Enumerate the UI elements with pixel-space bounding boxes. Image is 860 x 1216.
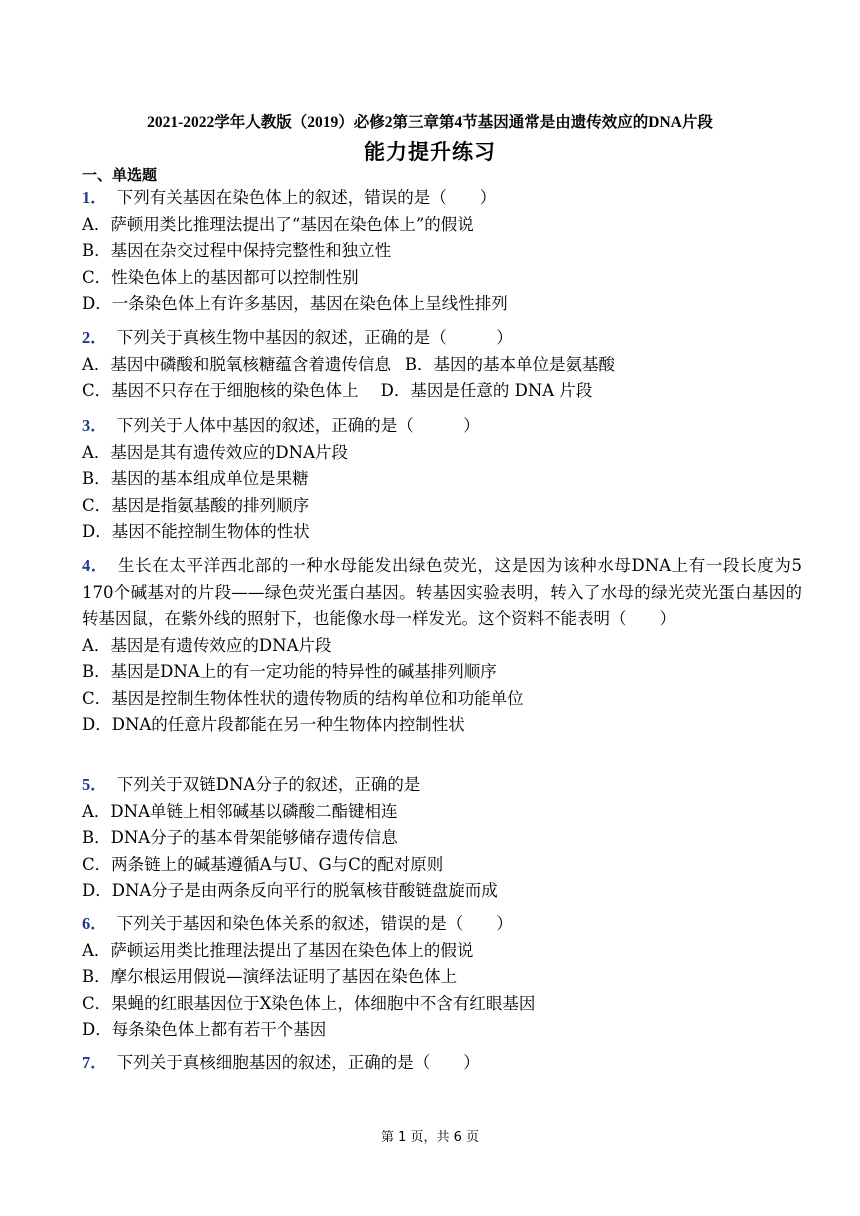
option-b: B．基因在杂交过程中保持完整性和独立性 xyxy=(82,241,392,260)
document-title: 2021-2022学年人教版（2019）必修2第三章第4节基因通常是由遗传效应的DNA片段 xyxy=(147,114,713,131)
option-c: C．性染色体上的基因都可以控制性别 xyxy=(82,267,359,287)
question-6 xyxy=(82,911,802,1044)
question-stem xyxy=(82,1050,802,1077)
question-stem xyxy=(82,553,802,633)
question-text: 下列关于人体中基因的叙述，正确的是（ ） xyxy=(116,416,480,435)
option-a: A．萨顿运用类比推理法提出了基因在染色体上的假说 xyxy=(82,940,474,960)
option-c: C．基因不只存在于细胞核的染色体上 xyxy=(82,381,359,400)
option-a: A．基因是其有遗传效应的DNA片段 xyxy=(82,442,348,462)
question-3 xyxy=(82,413,802,546)
option-d: D．基因是任意的 DNA 片段 xyxy=(380,381,593,400)
option-c: C．果蝇的红眼基因位于X染色体上，体细胞中不含有红眼基因 xyxy=(82,993,536,1013)
option-c: C．基因是指氨基酸的排列顺序 xyxy=(82,495,310,515)
question-4 xyxy=(82,553,802,739)
page-footer: 第 1 页，共 6 页 xyxy=(380,1130,480,1145)
question-text: 下列关于真核生物中基因的叙述，正确的是（ ） xyxy=(116,328,513,347)
option-c: C．基因是控制生物体性状的遗传物质的结构单位和功能单位 xyxy=(82,688,524,708)
option-c: C．两条链上的碱基遵循A与U、G与C的配对原则 xyxy=(82,854,444,874)
option-d: D．DNA分子是由两条反向平行的脱氧核苷酸链盘旋而成 xyxy=(82,881,498,900)
option-b: B．基因是DNA上的有一定功能的特异性的碱基排列顺序 xyxy=(82,662,497,681)
question-stem xyxy=(82,911,802,938)
question-number: 3． xyxy=(82,416,107,435)
question-number: 4． xyxy=(82,556,108,575)
question-text: 下列关于双链DNA分子的叙述，正确的是 xyxy=(116,775,421,794)
question-stem xyxy=(82,325,802,352)
question-1 xyxy=(82,185,802,318)
option-d: D．每条染色体上都有若干个基因 xyxy=(82,1020,327,1039)
question-stem xyxy=(82,185,802,212)
question-5 xyxy=(82,772,802,905)
option-d: D．DNA的任意片段都能在另一种生物体内控制性状 xyxy=(82,715,465,734)
option-row-ab xyxy=(82,352,802,379)
option-b: B．基因的基本组成单位是果糖 xyxy=(82,469,309,488)
question-7 xyxy=(82,1050,802,1077)
question-stem xyxy=(82,413,802,440)
question-text: 下列有关基因在染色体上的叙述，错误的是（ ） xyxy=(116,188,497,207)
question-text: 下列关于真核细胞基因的叙述，正确的是（ ） xyxy=(116,1053,480,1072)
question-number: 2． xyxy=(82,328,107,347)
question-text: 生长在太平洋西北部的一种水母能发出绿色荧光，这是因为该种水母DNA上有一段长度为5 170个碱基对的片段——绿色荧光蛋白基因。转基因实验表明，转入了水母的绿光荧光蛋白基因的转基因鼠，在紫外线的照射下，也能像水母一样发光。这个资料不能表明（ ） xyxy=(82,556,802,628)
option-d: D．一条染色体上有许多基因，基因在染色体上呈线性排列 xyxy=(82,294,508,313)
question-text: 下列关于基因和染色体关系的叙述，错误的是（ ） xyxy=(116,914,513,933)
question-number: 5． xyxy=(82,775,107,794)
option-a: A．DNA单链上相邻碱基以磷酸二酯键相连 xyxy=(82,801,398,821)
option-b: B．摩尔根运用假说—演绎法证明了基因在染色体上 xyxy=(82,967,458,986)
question-number: 7． xyxy=(82,1053,107,1072)
question-stem xyxy=(82,772,802,799)
option-a: A．萨顿用类比推理法提出了“基因在染色体上”的假说 xyxy=(82,214,474,234)
option-a: A．基因是有遗传效应的DNA片段 xyxy=(82,635,332,655)
option-row-cd xyxy=(82,378,802,405)
question-2 xyxy=(82,325,802,405)
option-d: D．基因不能控制生物体的性状 xyxy=(82,522,310,541)
section-heading: 一、单选题 xyxy=(82,166,158,184)
question-number: 6． xyxy=(82,914,107,933)
option-b: B．基因的基本单位是氨基酸 xyxy=(404,354,616,374)
question-number: 1． xyxy=(82,188,107,207)
option-b: B．DNA分子的基本骨架能够储存遗传信息 xyxy=(82,828,398,847)
document-subtitle: 能力提升练习 xyxy=(364,140,496,164)
option-a: A．基因中磷酸和脱氧核糖蕴含着遗传信息 xyxy=(82,354,391,374)
